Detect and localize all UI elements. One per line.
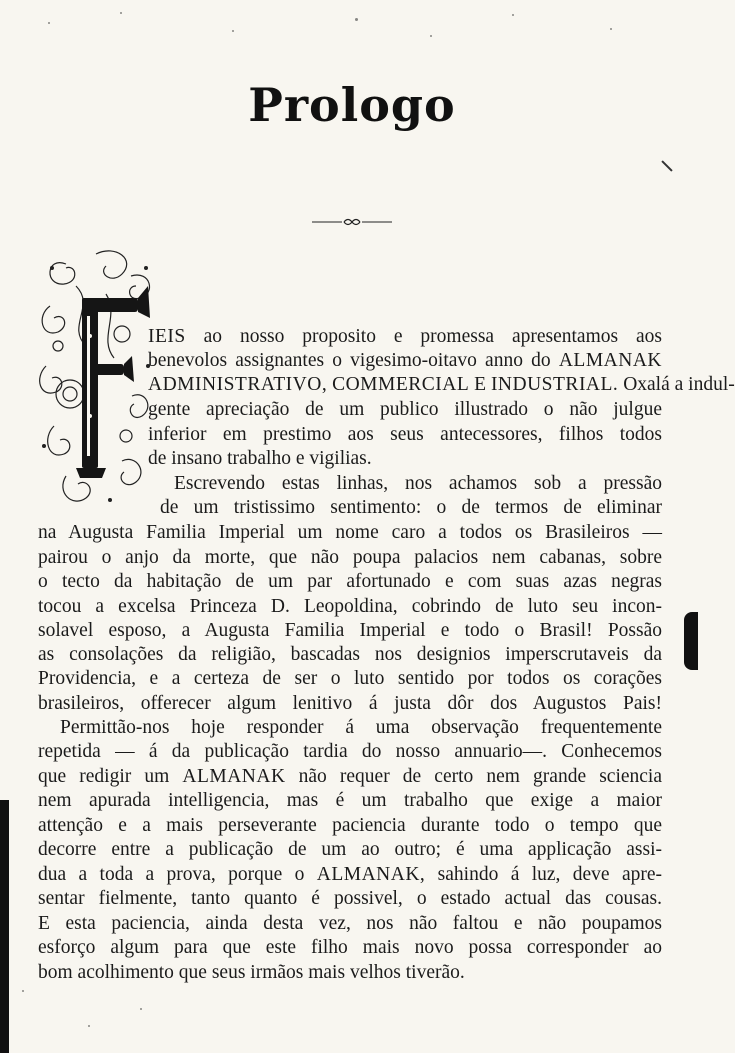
page-edge-shadow bbox=[0, 800, 9, 1053]
paragraph-3-line-2: repetida — á da publicação tardia do nosso annuario—. Conhecemos bbox=[38, 741, 662, 762]
ornament-rule bbox=[312, 215, 392, 229]
paragraph-3-line-1: Permittão-nos hoje responder á uma observação frequentemente bbox=[60, 717, 662, 738]
scan-speck bbox=[48, 22, 50, 24]
paragraph-2-line-7: solavel esposo, a Augusta Familia Imperial e todo o Brasil! Possão bbox=[38, 620, 662, 641]
paragraph-3-line-3: que redigir um ALMANAK não requer de certo nem grande sciencia bbox=[38, 766, 662, 787]
paragraph-3-line-8: sentar fielmente, tanto quanto é possivel, o estado actual das cousas. bbox=[38, 888, 662, 909]
paragraph-2-line-9: Providencia, e a certeza de ser o luto sentido por todos os corações bbox=[38, 668, 662, 689]
paragraph-1-line-5: inferior em prestimo aos seus antecessores, filhos todos bbox=[148, 424, 662, 445]
scan-speck bbox=[430, 35, 432, 37]
scan-speck bbox=[610, 28, 612, 30]
paragraph-1-line-4: gente apreciação de um publico illustrado o não julgue bbox=[148, 399, 662, 420]
paragraph-2-line-3: na Augusta Familia Imperial um nome caro a todos os Brasileiros — bbox=[38, 522, 662, 543]
scan-speck bbox=[232, 30, 234, 32]
scan-speck bbox=[140, 1008, 142, 1010]
scan-mark bbox=[661, 160, 672, 171]
scan-speck bbox=[120, 12, 122, 14]
paragraph-2-line-10: brasileiros, offerecer algum lenitivo á justa dôr dos Augustos Pais! bbox=[38, 693, 662, 714]
scan-speck bbox=[88, 1025, 90, 1027]
paragraph-1-line-2 bbox=[148, 350, 662, 372]
ornate-dropcap-f bbox=[36, 246, 160, 516]
paragraph-2-line-5: o tecto da habitação de um par afortunado e com suas azas negras bbox=[38, 571, 662, 592]
page-title: Prologo bbox=[248, 78, 456, 132]
paragraph-2-line-6: tocou a excelsa Princeza D. Leopoldina, cobrindo de luto seu incon- bbox=[38, 596, 662, 617]
scan-speck bbox=[22, 990, 24, 992]
paragraph-2-line-4: pairou o anjo da morte, que não poupa palacios nem cabanas, sobre bbox=[38, 547, 662, 568]
paragraph-1-line-6: de insano trabalho e vigilias. bbox=[148, 448, 372, 469]
paragraph-3-line-10: esforço algum para que este filho mais novo possa corresponder ao bbox=[38, 937, 662, 958]
paragraph-3-line-11: bom acolhimento que seus irmãos mais velhos tiverão. bbox=[38, 962, 465, 983]
paragraph-2-line-8: as consolações da religião, bascadas nos designios imperscrutaveis da bbox=[38, 644, 662, 665]
scan-speck bbox=[355, 18, 358, 21]
paragraph-3-line-9: E esta paciencia, ainda desta vez, nos não faltou e não poupamos bbox=[38, 913, 662, 934]
paragraph-1-line-1: IEIS ao nosso proposito e promessa apresentamos aos bbox=[148, 326, 662, 347]
paragraph-1-line-3: ADMINISTRATIVO, COMMERCIAL E INDUSTRIAL. Oxalá a indul- bbox=[148, 374, 735, 395]
paragraph-3-line-7: dua a toda a prova, porque o ALMANAK, sahindo á luz, deve apre- bbox=[38, 864, 663, 885]
scan-speck bbox=[512, 14, 514, 16]
paragraph-3-line-6: decorre entre a publicação de um ao outro; é uma applicação assi- bbox=[38, 839, 662, 860]
page-edge-mark bbox=[684, 612, 698, 670]
paragraph-3-line-5: attenção e a mais perseverante paciencia durante todo o tempo que bbox=[38, 815, 662, 836]
paragraph-2-line-1: Escrevendo estas linhas, nos achamos sob a pressão bbox=[174, 473, 662, 494]
paragraph-3-line-4: nem apurada intelligencia, mas é um trabalho que exige a maior bbox=[38, 790, 662, 811]
line-text: benevolos assignantes o vigesimo-oitavo anno do ALMANAK bbox=[148, 350, 662, 371]
paragraph-2-line-2: de um tristissimo sentimento: o de termos de eliminar bbox=[160, 497, 662, 518]
